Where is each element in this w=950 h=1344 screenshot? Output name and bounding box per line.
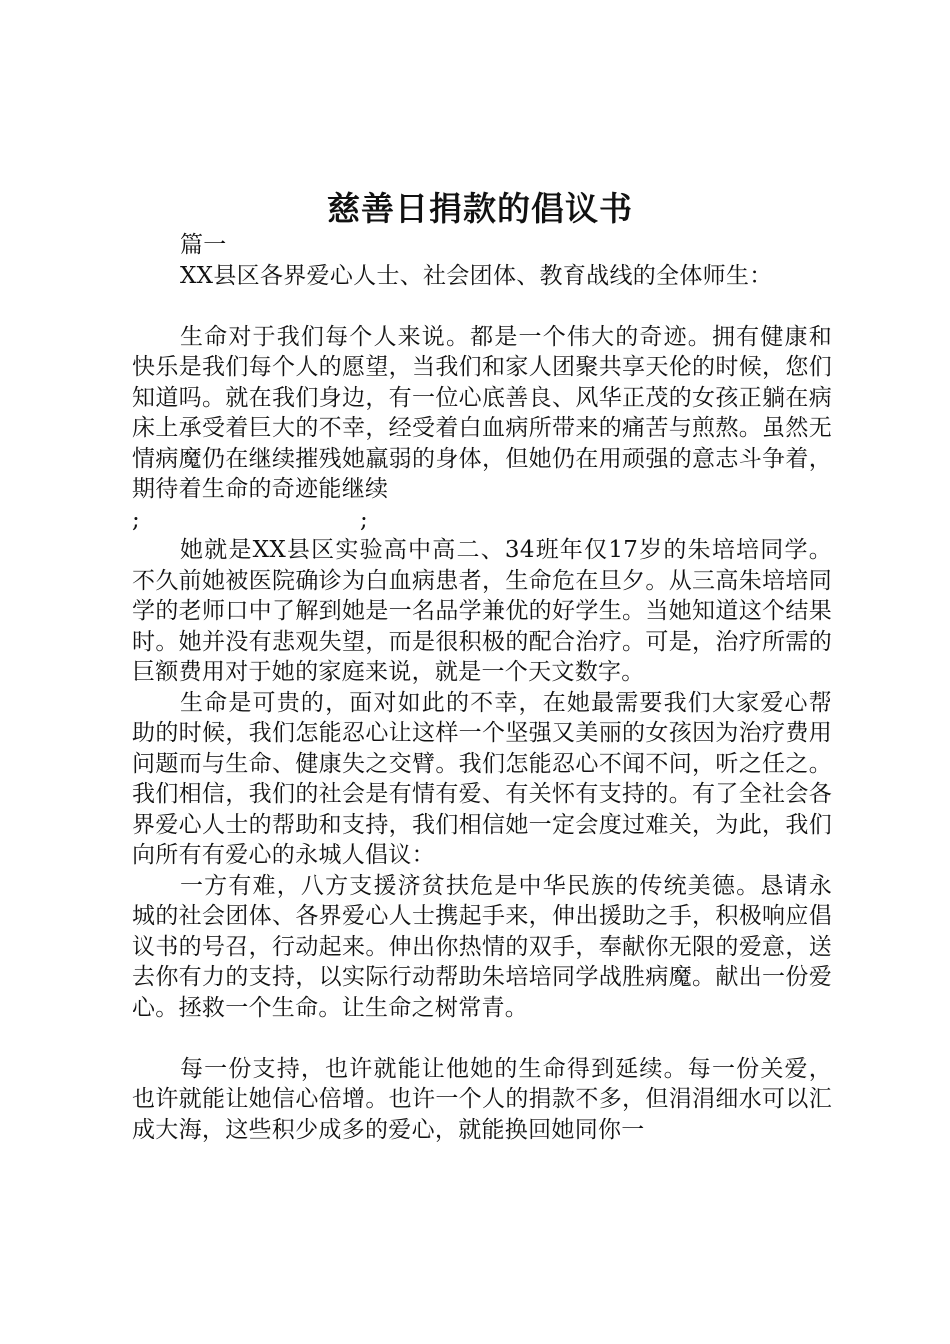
paragraph-1: 生命对于我们每个人来说。都是一个伟大的奇迹。拥有健康和快乐是我们每个人的愿望，当我们和家人团聚共享天伦的时候，您们知道吗。就在我们身边，有一位心底善良、风华正茂的女孩正躺在病床上承受着巨大的不幸，经受着白血病所带来的痛苦与煎熬。虽然无情病魔仍在继续摧残她羸弱的身体，但她仍在用顽强的意志斗争着，期待着生命的奇迹能继续 xyxy=(132,323,832,502)
paragraph-5: 每一份支持，也许就能让他她的生命得到延续。每一份关爱，也许就能让她信心倍增。也许一个人的捐款不多，但涓涓细水可以汇成大海，这些积少成多的爱心，就能换回她同你一 xyxy=(132,1055,832,1143)
document-title: 慈善日捐款的倡议书 xyxy=(327,189,633,228)
blank-line xyxy=(132,1023,832,1054)
semicolon-right: ; xyxy=(360,506,369,533)
paragraph-3: 生命是可贵的，面对如此的不幸，在她最需要我们大家爱心帮助的时候，我们怎能忍心让这样一个坚强又美丽的女孩因为治疗费用问题而与生命、健康失之交臂。我们怎能忍心不闻不问，听之任之。我们相信，我们的社会是有情有爱、有关怀有支持的。有了全社会各界爱心人士的帮助和支持，我们相信她一定会度过难关，为此，我们向所有有爱心的永城人倡议： xyxy=(132,689,832,868)
document-body xyxy=(132,230,832,1145)
salutation: XX县区各界爱心人士、社会团体、教育战线的全体师生： xyxy=(180,262,773,289)
semicolon-row xyxy=(132,505,832,536)
section-label: 篇一 xyxy=(180,232,227,258)
blank-line xyxy=(132,291,832,322)
paragraph-4: 一方有难，八方支援济贫扶危是中华民族的传统美德。恳请永城的社会团体、各界爱心人士携起手来，伸出援助之手，积极响应倡议书的号召，行动起来。伸出你热情的双手，奉献你无限的爱意，送去你有力的支持，以实际行动帮助朱培培同学战胜病魔。献出一份爱心。拯救一个生命。让生命之树常青。 xyxy=(132,872,832,1021)
semicolon-left: ; xyxy=(132,506,141,533)
paragraph-2: 她就是XX县区实验高中高二、34班年仅17岁的朱培培同学。不久前她被医院确诊为白血病患者，生命危在旦夕。从三高朱培培同学的老师口中了解到她是一名品学兼优的好学生。当她知道这个结果时。她并没有悲观失望，而是很积极的配合治疗。可是，治疗所需的巨额费用对于她的家庭来说，就是一个天文数字。 xyxy=(132,537,832,685)
